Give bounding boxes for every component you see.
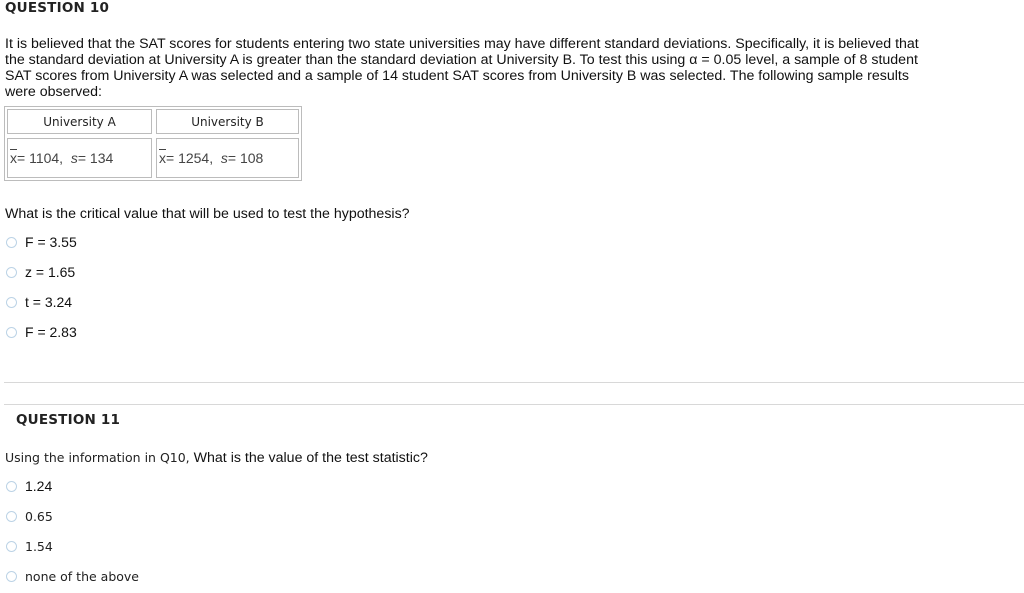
q10-option-1[interactable] — [6, 234, 77, 250]
radio-button[interactable] — [6, 297, 17, 308]
option-label: z = 1.65 — [25, 264, 76, 280]
std-dev-value: = 108 — [227, 150, 264, 166]
radio-button[interactable] — [6, 541, 17, 552]
q11-option-4[interactable] — [6, 569, 139, 584]
s-symbol: s — [220, 150, 228, 166]
q11-option-1[interactable] — [6, 478, 52, 494]
option-label: F = 2.83 — [25, 324, 77, 340]
option-label: F = 3.55 — [25, 234, 77, 250]
x-bar-symbol: $\overline{x}$ — [159, 150, 166, 166]
q10-option-2[interactable] — [6, 264, 75, 280]
university-a-header: University A — [7, 109, 152, 134]
intro-line: SAT scores from University A was selected and a sample of 14 student SAT scores from University B was selected. The following sample results — [5, 68, 909, 84]
mean-value: = 1254, — [166, 150, 214, 166]
question-10-heading: QUESTION 10 — [5, 0, 110, 16]
university-b-stats — [156, 138, 299, 178]
radio-button[interactable] — [6, 481, 17, 492]
university-a-stats — [7, 138, 152, 178]
radio-button[interactable] — [6, 571, 17, 582]
sample-results-table — [4, 106, 302, 181]
intro-line: were observed: — [5, 84, 102, 100]
x-bar-symbol: $\overline{x}$ — [10, 150, 17, 166]
option-label: t = 3.24 — [25, 294, 73, 310]
radio-button[interactable] — [6, 267, 17, 278]
q10-option-3[interactable] — [6, 294, 72, 310]
s-symbol: s — [70, 150, 78, 166]
question-11-heading: QUESTION 11 — [16, 412, 121, 428]
option-label: 0.65 — [25, 509, 53, 524]
q10-option-4[interactable] — [6, 324, 77, 340]
university-b-header: University B — [156, 109, 299, 134]
radio-button[interactable] — [6, 511, 17, 522]
mean-value: = 1104, — [17, 150, 64, 166]
question-prefix: Using the information in Q10, — [5, 450, 194, 465]
question-text: What is the value of the test statistic? — [193, 450, 428, 466]
option-label: none of the above — [25, 569, 139, 584]
radio-button[interactable] — [6, 327, 17, 338]
divider — [4, 404, 1024, 405]
question-10-prompt: What is the critical value that will be used to test the hypothesis? — [5, 206, 410, 222]
radio-button[interactable] — [6, 237, 17, 248]
option-label: 1.54 — [25, 539, 53, 554]
intro-line: It is believed that the SAT scores for students entering two state universities may have different standard deviations. Specifically, it is believed that — [5, 36, 919, 52]
q11-option-3[interactable] — [6, 539, 53, 554]
option-label: 1.24 — [25, 478, 53, 494]
divider — [4, 382, 1024, 383]
intro-line: the standard deviation at University A is greater than the standard deviation at University B. To test this using α = 0.05 level, a sample of 8 student — [5, 52, 918, 68]
question-10-intro — [5, 36, 1005, 100]
q11-option-2[interactable] — [6, 509, 53, 524]
std-dev-value: = 134 — [77, 150, 114, 166]
question-11-prompt — [5, 450, 428, 466]
